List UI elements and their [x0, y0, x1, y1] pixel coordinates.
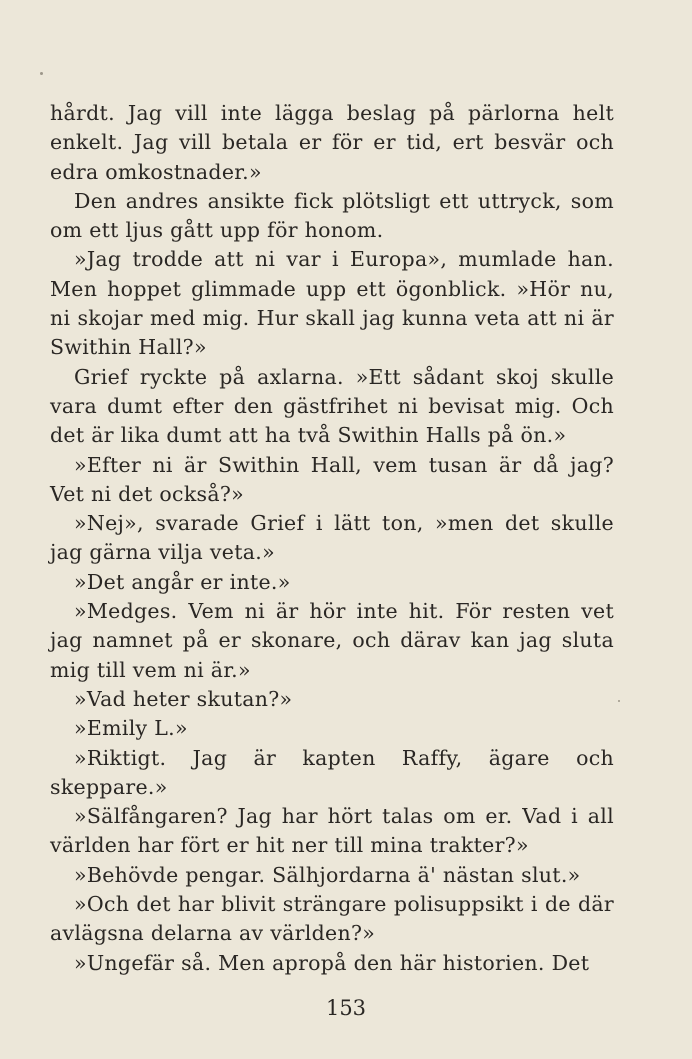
paragraph: »Ungefär så. Men apropå den här historien. Det	[74, 950, 590, 975]
paragraph: »Riktigt. Jag är kapten Raffy, ägare och skeppare.»	[50, 745, 614, 799]
body-text	[50, 99, 614, 978]
paragraph: »Vad heter skutan?»	[74, 686, 293, 711]
paragraph: »Behövde pengar. Sälhjordarna ä' nästan slut.»	[74, 862, 581, 887]
paragraph: »Jag trodde att ni var i Europa», mumlade han. Men hoppet glimmade upp ett ögonblick. »Hör nu, ni skojar med mig. Hur skall jag kunna veta att ni är Swithin Hall?»	[50, 247, 614, 360]
paragraph: hårdt. Jag vill inte lägga beslag på pärlorna helt enkelt. Jag vill betala er för er tid, ert besvär och edra omkostnader.»	[50, 101, 614, 184]
paragraph: »Emily L.»	[74, 716, 188, 741]
paragraph: »Nej», svarade Grief i lätt ton, »men det skulle jag gärna vilja veta.»	[50, 511, 614, 565]
paragraph: »Sälfångaren? Jag har hört talas om er. Vad i all världen har fört er hit ner till mina trakter?»	[50, 804, 614, 858]
page-number: 153	[325, 996, 367, 1020]
paragraph: »Efter ni är Swithin Hall, vem tusan är då jag? Vet ni det också?»	[50, 452, 614, 506]
paragraph: »Och det har blivit strängare polisuppsikt i de där avlägsna delarna av världen?»	[50, 892, 614, 946]
paragraph: Den andres ansikte fick plötsligt ett uttryck, som om ett ljus gått upp för honom.	[50, 188, 614, 243]
paragraph: »Det angår er inte.»	[74, 569, 291, 594]
paper-speck	[618, 700, 620, 702]
paragraph: »Medges. Vem ni är hör inte hit. För resten vet jag namnet på er skonare, och därav kan jag sluta mig till vem ni är.»	[50, 599, 614, 682]
paragraph: Grief ryckte på axlarna. »Ett sådant skoj skulle vara dumt efter den gästfrihet ni bevisat mig. Och det är lika dumt att ha två Swithin Halls på ön.»	[50, 364, 614, 448]
paper-speck	[40, 72, 43, 75]
